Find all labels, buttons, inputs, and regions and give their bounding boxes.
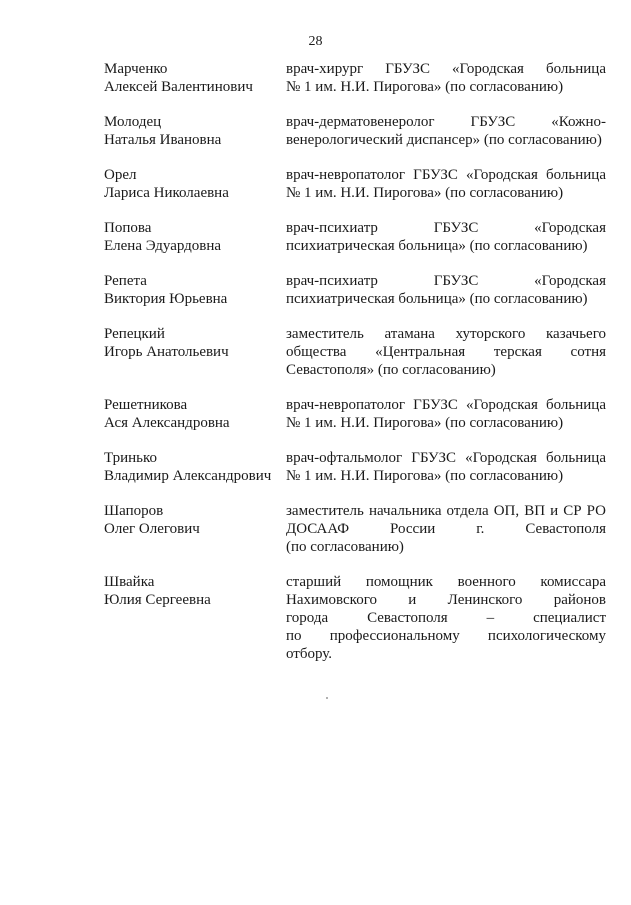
member-role [286, 325, 606, 379]
member-name [104, 396, 286, 432]
role-line: № 1 им. Н.И. Пирогова» (по согласованию) [286, 79, 564, 95]
member-surname: Репецкий [104, 326, 165, 342]
role-line: общества «Центральная терская сотня [286, 344, 606, 360]
member-surname: Тринько [104, 450, 158, 466]
role-line: № 1 им. Н.И. Пирогова» (по согласованию) [286, 415, 564, 431]
member-given-names: Алексей Валентинович [104, 79, 253, 95]
member-name [104, 502, 286, 556]
member-surname: Решетникова [104, 397, 188, 413]
role-line: врач-невропатолог ГБУЗС «Городская больница [286, 167, 606, 183]
list-item [104, 166, 606, 202]
member-surname: Репета [104, 273, 147, 289]
role-line: № 1 им. Н.И. Пирогова» (по согласованию) [286, 185, 564, 201]
role-line: врач-офтальмолог ГБУЗС «Городская больница [286, 450, 606, 466]
member-role [286, 166, 606, 202]
list-item [104, 60, 606, 96]
role-line: заместитель атамана хуторского казачьего [286, 326, 606, 342]
member-name [104, 113, 286, 149]
member-role [286, 113, 606, 149]
list-item [104, 396, 606, 432]
list-item [104, 113, 606, 149]
member-name [104, 166, 286, 202]
scan-speck [326, 697, 328, 699]
member-surname: Марченко [104, 61, 168, 77]
member-role [286, 219, 606, 255]
list-item [104, 272, 606, 308]
member-given-names: Владимир Александрович [104, 468, 272, 484]
page-number: 28 [308, 34, 323, 49]
member-name [104, 449, 286, 485]
role-line: врач-хирург ГБУЗС «Городская больница [286, 61, 606, 77]
member-name [104, 60, 286, 96]
role-line: врач-невропатолог ГБУЗС «Городская больница [286, 397, 606, 413]
role-line: врач-психиатр ГБУЗС «Городская [286, 273, 606, 289]
member-surname: Попова [104, 220, 152, 236]
role-line: Севастополя» (по согласованию) [286, 362, 496, 378]
role-line: Нахимовского и Ленинского районов [286, 592, 606, 608]
list-item [104, 325, 606, 379]
member-name [104, 272, 286, 308]
list-item [104, 219, 606, 255]
member-role [286, 449, 606, 485]
member-name [104, 573, 286, 663]
member-given-names: Виктория Юрьевна [104, 291, 228, 307]
member-role [286, 396, 606, 432]
member-given-names: Юлия Сергеевна [104, 592, 211, 608]
member-given-names: Олег Олегович [104, 521, 200, 537]
role-line: города Севастополя – специалист [286, 610, 606, 626]
role-line: психиатрическая больница» (по согласованию) [286, 238, 588, 254]
list-item [104, 573, 606, 663]
list-item [104, 449, 606, 485]
role-line: венерологический диспансер» (по согласованию) [286, 132, 602, 148]
role-line: по профессиональному психологическому [286, 628, 606, 644]
member-name [104, 219, 286, 255]
member-surname: Шапоров [104, 503, 164, 519]
member-given-names: Елена Эдуардовна [104, 238, 222, 254]
member-given-names: Наталья Ивановна [104, 132, 222, 148]
role-line: ДОСААФ России г. Севастополя [286, 521, 606, 537]
member-surname: Швайка [104, 574, 155, 590]
member-role [286, 502, 606, 556]
role-line: (по согласованию) [286, 539, 404, 555]
member-given-names: Лариса Николаевна [104, 185, 229, 201]
list-item [104, 502, 606, 556]
member-given-names: Игорь Анатольевич [104, 344, 229, 360]
role-line: отбору. [286, 646, 333, 662]
member-role [286, 60, 606, 96]
member-name [104, 325, 286, 379]
role-line: заместитель начальника отдела ОП, ВП и СР РО [286, 503, 606, 519]
member-role [286, 272, 606, 308]
role-line: старший помощник военного комиссара [286, 574, 606, 590]
role-line: психиатрическая больница» (по согласованию) [286, 291, 588, 307]
member-given-names: Ася Александровна [104, 415, 230, 431]
member-role [286, 573, 606, 663]
role-line: врач-дерматовенеролог ГБУЗС «Кожно- [286, 114, 606, 130]
member-surname: Молодец [104, 114, 162, 130]
member-list [104, 60, 606, 663]
role-line: врач-психиатр ГБУЗС «Городская [286, 220, 606, 236]
member-surname: Орел [104, 167, 137, 183]
role-line: № 1 им. Н.И. Пирогова» (по согласованию) [286, 468, 564, 484]
